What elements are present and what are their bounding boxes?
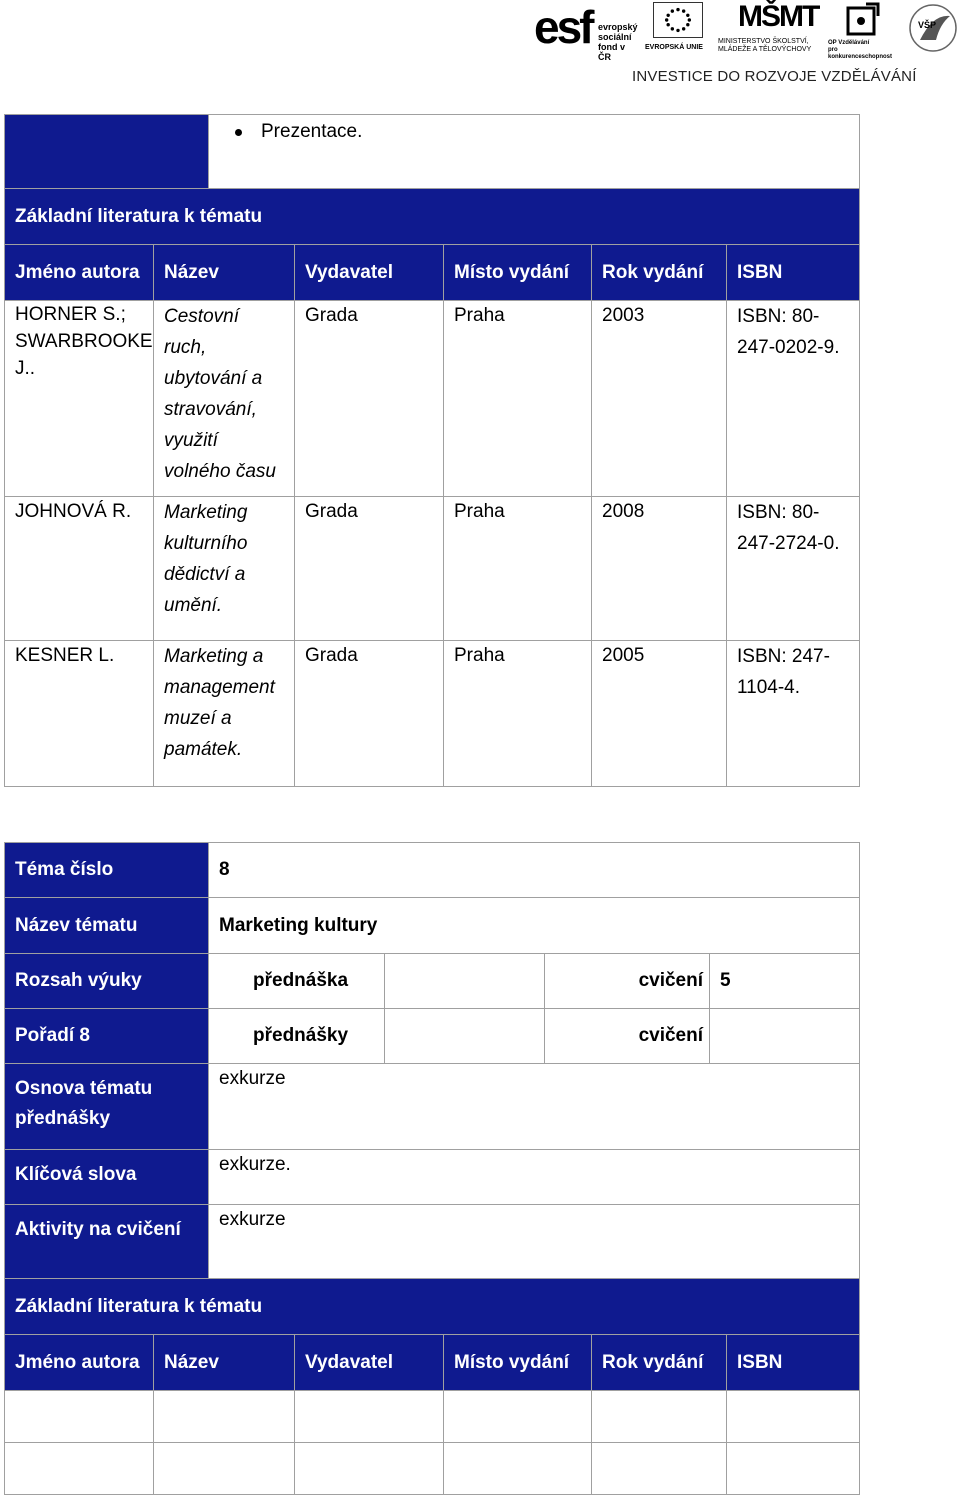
isbn-cell [727, 1443, 860, 1495]
literature-title-row [5, 189, 860, 245]
lectures-label: přednášky [209, 1009, 385, 1064]
year-cell [592, 1391, 727, 1443]
blue-side-cell [5, 115, 209, 189]
op-emblem-icon [844, 2, 884, 38]
eu-logo-text: EVROPSKÁ UNIE [645, 44, 703, 51]
isbn-cell: ISBN: 80-247-0202-9. [727, 301, 860, 497]
title-cell: Cestovní ruch, ubytování a stravování, využití volného času [154, 301, 295, 497]
scope-row [5, 954, 860, 1009]
vsp-logo-text: VŠP [918, 20, 937, 30]
topic-name-value: Marketing kultury [209, 898, 860, 954]
col-year-header: Rok vydání [592, 1335, 727, 1391]
title-cell: Marketing a management muzeí a památek. [154, 641, 295, 787]
order-row [5, 1009, 860, 1064]
col-author-header: Jméno autora [5, 245, 154, 301]
author-cell: KESNER L. [5, 641, 154, 787]
topic-number-row [5, 843, 860, 898]
topic-number-value: 8 [209, 843, 860, 898]
esf-logo [534, 1, 639, 62]
literature-header-row [5, 245, 860, 301]
place-cell [444, 1391, 592, 1443]
isbn-cell [727, 1391, 860, 1443]
exercise-label: cvičení [545, 954, 710, 1009]
col-title-header: Název [154, 245, 295, 301]
exercise-value: 5 [710, 954, 860, 1009]
investment-slogan: INVESTICE DO ROZVOJE VZDĚLÁVÁNÍ [632, 68, 917, 85]
outline-row [5, 1064, 860, 1150]
keywords-label: Klíčová slova [5, 1150, 209, 1205]
bullet-row [5, 115, 860, 189]
topic-table [4, 842, 860, 1335]
col-isbn-header: ISBN [727, 245, 860, 301]
table-row [5, 641, 860, 787]
table-row [5, 1391, 860, 1443]
order-label: Pořadí 8 [5, 1009, 209, 1064]
isbn-cell: ISBN: 247-1104-4. [727, 641, 860, 787]
publisher-cell: Grada [295, 301, 444, 497]
vsp-logo [906, 2, 960, 54]
eu-logo [645, 2, 711, 54]
op-logo [828, 2, 900, 60]
publisher-cell [295, 1443, 444, 1495]
place-cell: Praha [444, 641, 592, 787]
publisher-cell: Grada [295, 497, 444, 641]
place-cell [444, 1443, 592, 1495]
year-cell [592, 1443, 727, 1495]
publisher-cell [295, 1391, 444, 1443]
exercises-label: cvičení [545, 1009, 710, 1064]
table-row [5, 1443, 860, 1495]
literature-title: Základní literatura k tématu [5, 1279, 860, 1335]
eu-stars-icon [653, 2, 703, 38]
col-publisher-header: Vydavatel [295, 1335, 444, 1391]
title-cell: Marketing kulturního dědictví a umění. [154, 497, 295, 641]
col-title-header: Název [154, 1335, 295, 1391]
publisher-cell: Grada [295, 641, 444, 787]
top-literature-table [4, 114, 860, 787]
col-author-header: Jméno autora [5, 1335, 154, 1391]
lecture-label: přednáška [209, 954, 385, 1009]
year-cell: 2008 [592, 497, 727, 641]
col-year-header: Rok vydání [592, 245, 727, 301]
author-cell: JOHNOVÁ R. [5, 497, 154, 641]
esf-logo-text: evropský sociální fond v ČR [598, 22, 638, 62]
scope-label: Rozsah výuky [5, 954, 209, 1009]
activities-row [5, 1205, 860, 1279]
topic-name-label: Název tématu [5, 898, 209, 954]
activities-value: exkurze [209, 1205, 860, 1279]
col-isbn-header: ISBN [727, 1335, 860, 1391]
literature-title: Základní literatura k tématu [5, 189, 860, 245]
col-place-header: Místo vydání [444, 1335, 592, 1391]
msmt-logo [718, 2, 823, 54]
author-cell: HORNER S.; SWARBROOKE J.. [5, 301, 154, 497]
literature-header-row [5, 1335, 860, 1391]
col-place-header: Místo vydání [444, 245, 592, 301]
title-cell [154, 1443, 295, 1495]
topic-number-label: Téma číslo [5, 843, 209, 898]
table-row [5, 497, 860, 641]
activities-label: Aktivity na cvičení [5, 1205, 209, 1279]
keywords-row [5, 1150, 860, 1205]
author-cell [5, 1443, 154, 1495]
lecture-value-cell [385, 954, 545, 1009]
topic-literature-table [4, 1334, 860, 1495]
header-logos [530, 0, 960, 95]
place-cell: Praha [444, 301, 592, 497]
outline-label: Osnova tématu přednášky [5, 1064, 209, 1150]
author-cell [5, 1391, 154, 1443]
topic-name-row [5, 898, 860, 954]
literature-title-row [5, 1279, 860, 1335]
exercises-value-cell [710, 1009, 860, 1064]
bullet-item: Prezentace. [219, 117, 849, 147]
isbn-cell: ISBN: 80-247-2724-0. [727, 497, 860, 641]
keywords-value: exkurze. [209, 1150, 860, 1205]
outline-value: exkurze [209, 1064, 860, 1150]
year-cell: 2005 [592, 641, 727, 787]
msmt-logo-mark: MŠMT [738, 0, 819, 33]
table-row [5, 301, 860, 497]
place-cell: Praha [444, 497, 592, 641]
esf-logo-mark: esf [534, 1, 592, 53]
msmt-logo-text: MINISTERSTVO ŠKOLSTVÍ, MLÁDEŽE A TĚLOVÝCHOVY [718, 38, 812, 53]
op-logo-text: OP Vzdělávání pro konkurenceschopnost [828, 40, 893, 60]
bullet-list [219, 117, 849, 147]
col-publisher-header: Vydavatel [295, 245, 444, 301]
year-cell: 2003 [592, 301, 727, 497]
bullet-cell [209, 115, 860, 189]
lectures-value-cell [385, 1009, 545, 1064]
title-cell [154, 1391, 295, 1443]
